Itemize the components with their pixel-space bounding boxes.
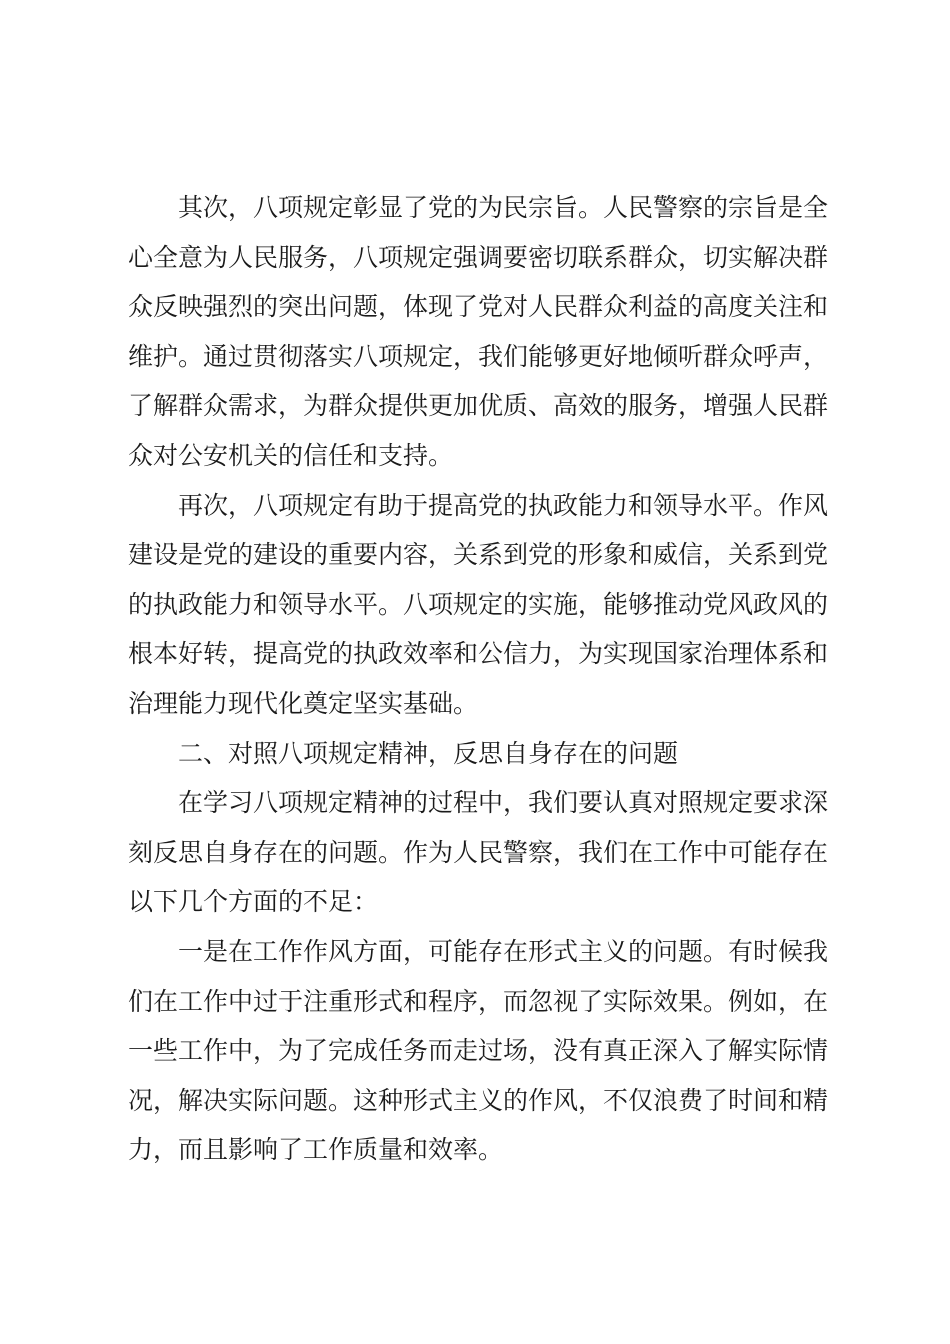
document-body bbox=[128, 183, 828, 1175]
section-heading: 二、对照八项规定精神，反思自身存在的问题 bbox=[178, 738, 679, 768]
paragraph-secondly: 其次，八项规定彰显了党的为民宗旨。人民警察的宗旨是全心全意为人民服务，八项规定强调要密切联系群众，切实解决群众反映强烈的突出问题，体现了党对人民群众利益的高度关注和维护。通过贯彻落实八项规定，我们能够更好地倾听群众呼声，了解群众需求，为群众提供更加优质、高效的服务，增强人民群众对公安机关的信任和支持。 bbox=[128, 193, 829, 470]
paragraph-thirdly: 再次，八项规定有助于提高党的执政能力和领导水平。作风建设是党的建设的重要内容，关系到党的形象和威信，关系到党的执政能力和领导水平。八项规定的实施，能够推动党风政风的根本好转，提高党的执政效率和公信力，为实现国家治理体系和治理能力现代化奠定坚实基础。 bbox=[128, 490, 829, 718]
paragraph-reflection-intro: 在学习八项规定精神的过程中，我们要认真对照规定要求深刻反思自身存在的问题。作为人民警察，我们在工作中可能存在以下几个方面的不足： bbox=[128, 788, 829, 917]
paragraph-work-style: 一是在工作作风方面，可能存在形式主义的问题。有时候我们在工作中过于注重形式和程序，而忽视了实际效果。例如，在一些工作中，为了完成任务而走过场，没有真正深入了解实际情况，解决实际问题。这种形式主义的作风，不仅浪费了时间和精力，而且影响了工作质量和效率。 bbox=[128, 936, 829, 1165]
